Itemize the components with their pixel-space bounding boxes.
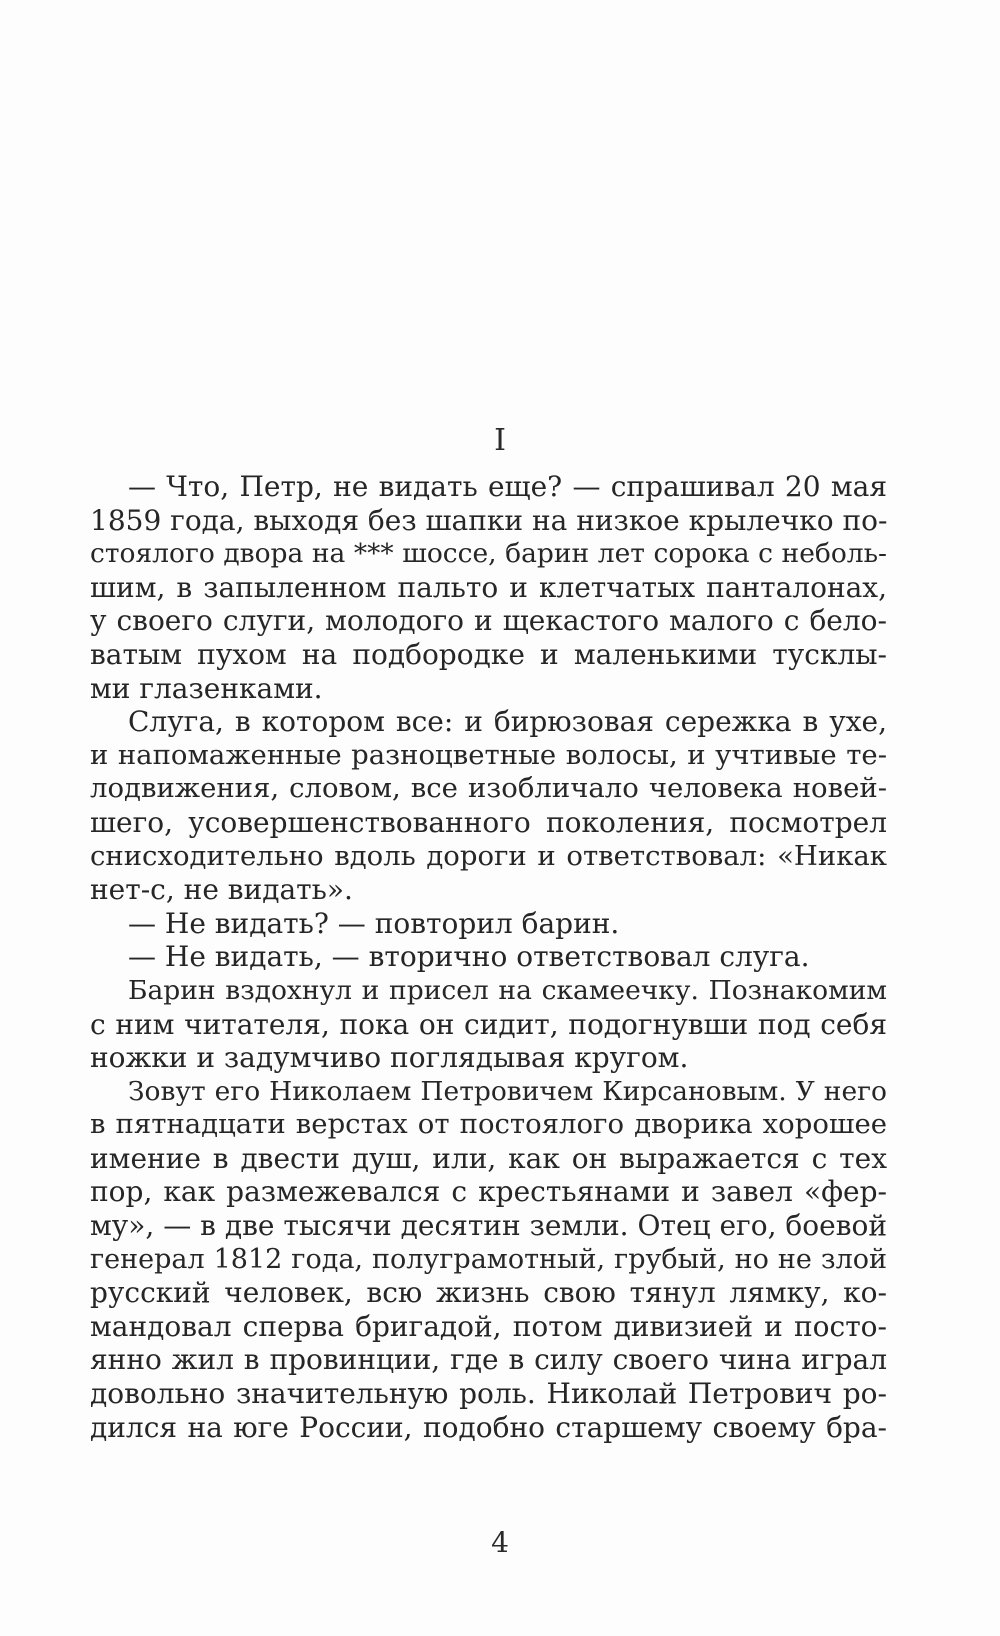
text-line: довольно значительную роль. Николай Петрович ро- [90,1377,887,1411]
text-line: янно жил в провинции, где в силу своего чина играл [90,1343,887,1377]
text-line: с ним читателя, пока он сидит, подогнувши под себя [90,1007,887,1041]
text-line: нет-с, не видать». [90,873,353,907]
text-line: ватым пухом на подбородке и маленькими тусклы- [90,637,887,671]
text-line: и напомаженные разноцветные волосы, и учтивые те- [90,738,887,771]
text-line: снисходительно вдоль дороги и ответствовал: «Никак [90,839,887,872]
text-line: Зовут его Николаем Петровичем Кирсановым. У него [128,1075,887,1107]
text-line: генерал 1812 года, полуграмотный, грубый, но не злой [90,1243,887,1275]
text-line: — Что, Петр, не видать еще? — спрашивал 20 мая [128,470,887,503]
text-line: стоялого двора на *** шоссе, барин лет сорока с неболь- [90,538,887,570]
text-line: Слуга, в котором все: и бирюзовая сережка в ухе, [128,705,887,739]
text-line: ножки и задумчиво поглядывая кругом. [90,1041,689,1075]
text-line: ми глазенками. [90,671,323,705]
text-line: лодвижения, словом, все изобличало человека новей- [90,772,887,805]
chapter-number: I [494,423,506,458]
text-line: мандовал сперва бригадой, потом дивизией и посто- [90,1309,887,1343]
text-line: — Не видать? — повторил барин. [128,906,620,940]
body-text [90,470,887,1444]
text-line: у своего слуги, молодого и щекастого малого с бело- [90,604,887,638]
text-line: 1859 года, выходя без шапки на низкое крылечко по- [90,503,888,537]
page-number: 4 [491,1526,509,1559]
text-line: му», — в две тысячи десятин земли. Отец его, боевой [90,1209,887,1243]
text-line: Барин вздохнул и присел на скамеечку. Познакомим [128,974,887,1006]
text-line: шего, усовершенствованного поколения, посмотрел [90,805,887,839]
text-line: дился на юге России, подобно старшему своему бра- [90,1410,887,1444]
text-line: русский человек, всю жизнь свою тянул лямку, ко- [90,1276,887,1310]
text-line: пор, как размежевался с крестьянами и завел «фер- [90,1175,887,1209]
text-line: в пятнадцати верстах от постоялого дворика хорошее [90,1108,887,1141]
text-line: имение в двести душ, или, как он выражается с тех [90,1141,887,1175]
text-line: — Не видать, — вторично ответствовал слуга. [128,940,810,974]
text-line: шим, в запыленном пальто и клетчатых панталонах, [90,570,887,604]
